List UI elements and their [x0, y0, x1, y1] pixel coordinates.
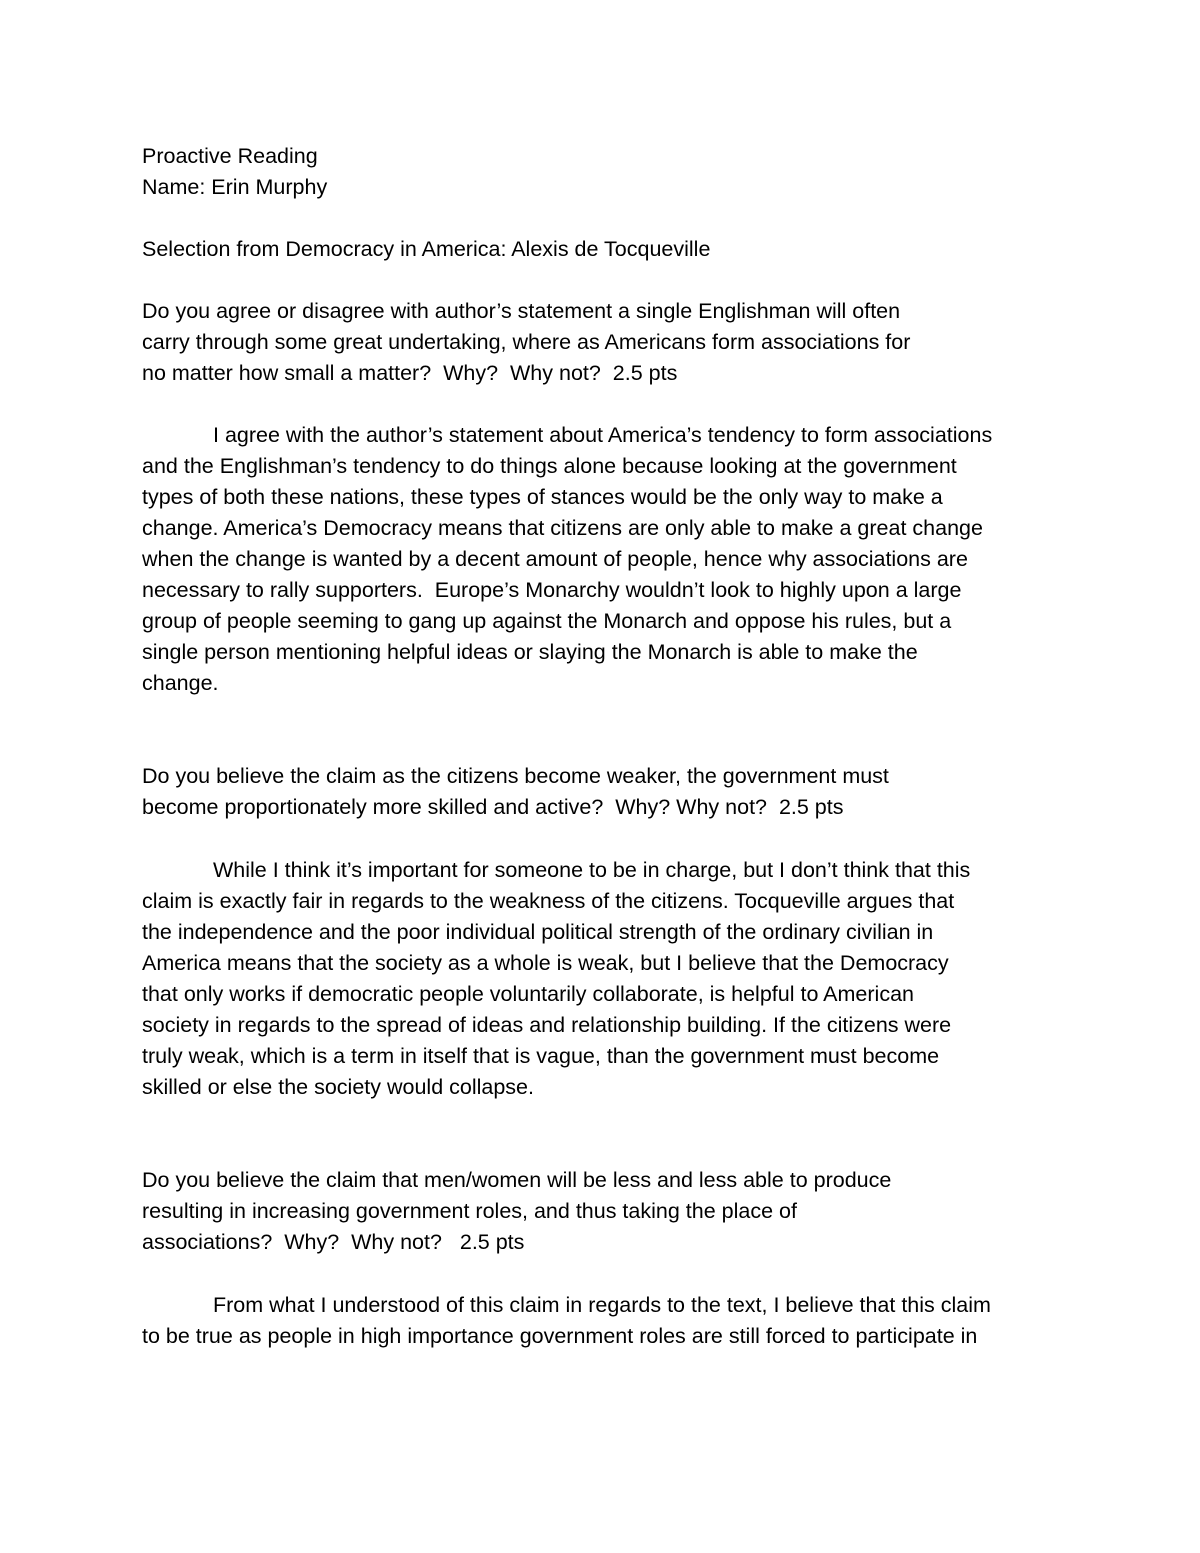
answer-2-line: While I think it’s important for someone to be in charge, but I don’t think that this	[213, 858, 971, 882]
answer-1-line: single person mentioning helpful ideas or slaying the Monarch is able to make the	[142, 640, 918, 664]
answer-1-line: and the Englishman’s tendency to do things alone because looking at the government	[142, 454, 957, 478]
answer-2-line: claim is exactly fair in regards to the weakness of the citizens. Tocqueville argues that	[142, 889, 955, 913]
question-3-line: Do you believe the claim that men/women will be less and less able to produce	[142, 1168, 892, 1192]
student-name: Name: Erin Murphy	[142, 175, 328, 199]
answer-3-line: From what I understood of this claim in regards to the text, I believe that this claim	[213, 1293, 991, 1317]
answer-2-line: truly weak, which is a term in itself that is vague, than the government must become	[142, 1044, 940, 1068]
answer-2-line: America means that the society as a whole is weak, but I believe that the Democracy	[142, 951, 949, 975]
answer-2-line: skilled or else the society would collapse.	[142, 1075, 534, 1099]
answer-1-line: I agree with the author’s statement about America’s tendency to form associations	[213, 423, 993, 447]
question-2-line: Do you believe the claim as the citizens become weaker, the government must	[142, 764, 889, 788]
answer-1-line: when the change is wanted by a decent amount of people, hence why associations are	[142, 547, 968, 571]
question-3-line: resulting in increasing government roles, and thus taking the place of	[142, 1199, 797, 1223]
answer-1-line: group of people seeming to gang up against the Monarch and oppose his rules, but a	[142, 609, 952, 633]
answer-2-line: the independence and the poor individual political strength of the ordinary civilian in	[142, 920, 934, 944]
answer-1-line: change.	[142, 671, 219, 695]
answer-1-line: necessary to rally supporters. Europe’s Monarchy wouldn’t look to highly upon a large	[142, 578, 962, 602]
question-2-line: become proportionately more skilled and active? Why? Why not? 2.5 pts	[142, 795, 844, 819]
question-1-line: carry through some great undertaking, where as Americans form associations for	[142, 330, 911, 354]
answer-2-line: society in regards to the spread of ideas and relationship building. If the citizens were	[142, 1013, 952, 1037]
selection-line: Selection from Democracy in America: Alexis de Tocqueville	[142, 237, 711, 261]
question-1-line: no matter how small a matter? Why? Why not? 2.5 pts	[142, 361, 678, 385]
question-3-line: associations? Why? Why not? 2.5 pts	[142, 1230, 525, 1254]
answer-1-line: change. America’s Democracy means that citizens are only able to make a great change	[142, 516, 983, 540]
document-title: Proactive Reading	[142, 144, 318, 168]
answer-1-line: types of both these nations, these types of stances would be the only way to make a	[142, 485, 943, 509]
question-1-line: Do you agree or disagree with author’s statement a single Englishman will often	[142, 299, 901, 323]
answer-3-line: to be true as people in high importance government roles are still forced to participate in	[142, 1324, 978, 1348]
answer-2-line: that only works if democratic people voluntarily collaborate, is helpful to American	[142, 982, 914, 1006]
